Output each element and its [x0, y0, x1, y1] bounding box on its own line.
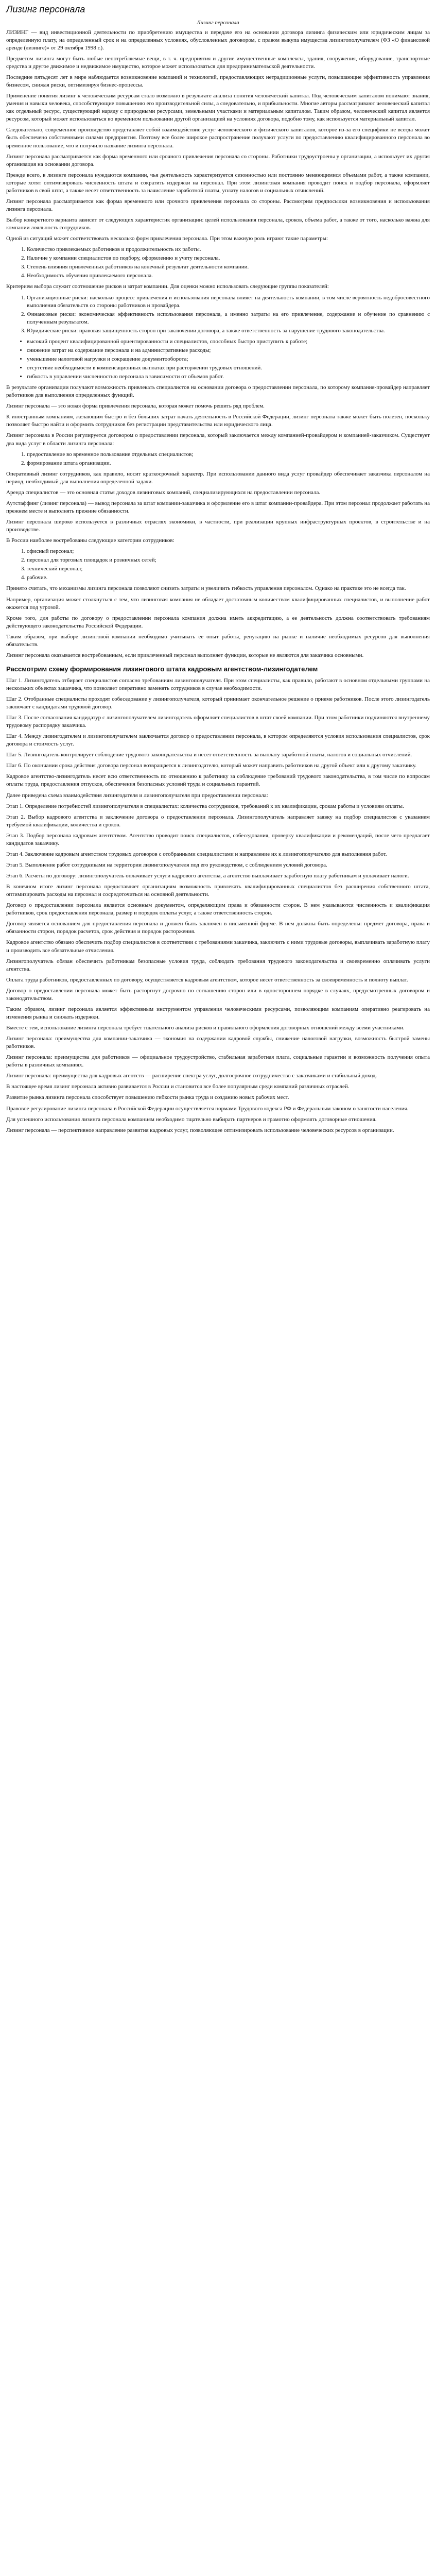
bullet-item: • уменьшение налоговой нагрузки и сокращение документооборота; [27, 355, 430, 363]
bullet-item: • снижение затрат на содержание персонала и на административные расходы; [27, 347, 430, 354]
paragraph: К иностранным компаниям, желающим быстро и без больших затрат начать деятельность в Российской Федерации, лизинг персонала также может быть полезен, поскольку позволяет быстро найти и оформить сотрудников без регистрации представительства или юридического лица. [6, 414, 430, 428]
paragraph: Лизинг персонала оказывается востребованным, если привлеченный персонал выполняет функции, которые не являются для заказчика основными. [6, 652, 364, 658]
paragraph: Лизинг персонала: преимущества для кадровых агентств — расширение спектра услуг, долгосрочное сотрудничество с заказчиками и стабильный доход. [6, 1073, 377, 1079]
paragraph: Аутстаффинг (лизинг персонала) — вывод персонала за штат компании-заказчика и оформление его в штат компании-провайдера. При этом персонал продолжает работать на прежнем месте и выполнять прежние обязанности. [6, 500, 430, 514]
paragraph: Для успешного использования лизинга персонала компаниям необходимо тщательно выбирать партнеров и грамотно оформлять договорные отношения. [6, 1116, 377, 1123]
paragraph: Принято считать, что механизмы лизинга персонала позволяют снизить затраты и увеличить гибкость управления персоналом. Однако на практике это не всегда так. [6, 585, 406, 592]
bullet-item: • высокий процент квалифицированной ориентированности и специалистов, способных быстро приступить к работе; [27, 338, 430, 346]
paragraph: Оперативный лизинг сотрудников, как правило, носит краткосрочный характер. При использовании данного вида услуг провайдер обеспечивает заказчика персоналом на период, необходимый для выполнения определенной задачи. [6, 470, 430, 485]
paragraph: Вместе с тем, использование лизинга персонала требует тщательного анализа рисков и правильного оформления договорных отношений между всеми участниками. [6, 1025, 405, 1031]
paragraph: Оплата труда работников, предоставленных по договору, осуществляется кадровым агентством, которое несет ответственность за своевременность и полноту выплат. [6, 976, 408, 983]
stages-block [6, 677, 430, 770]
paragraph: Прежде всего, в лизинге персонала нуждаются компании, чья деятельность характеризуется сезонностью или постоянно меняющимися объемами работ, а также компании, которые хотят оптимизировать численность штата и сократить издержки на персонал. При этом лизинговая компания проводит поиск и подбор персонала, оформляет работников в свой штат, а также несет ответственность за начисление заработной платы, уплату налогов и социальных отчислений. [6, 172, 430, 194]
list-item: 2. персонал для торговых площадок и розничных сетей; [27, 556, 430, 564]
paragraph: Лизинг персонала: преимущества для компании-заказчика — экономия на содержании кадровой службы, снижение налоговой нагрузки, возможность быстрой замены работников. [6, 1036, 430, 1050]
paragraph: Лизинг персонала — перспективное направление развития кадровых услуг, позволяющее оптимизировать использование человеческих ресурсов в организации. [6, 1127, 394, 1133]
criteria-intro: Критерием выбора служит соотношение рисков и затрат компании. Для оценки можно использовать следующие группы показателей: [6, 283, 329, 290]
list-item: 3. Степень влияния привлеченных работников на конечный результат деятельности компании. [27, 263, 430, 271]
list-item: 2. формирование штата организации. [27, 460, 430, 467]
page-title: Лизинг персонала [6, 4, 85, 14]
paragraph: Кадровое агентство обязано обеспечить подбор специалистов в соответствии с требованиями заказчика, заключить с ними трудовые договоры, выплачивать заработную плату и производить все обязательные отчисления. [6, 939, 430, 954]
paragraph: Далее приведена схема взаимодействия лизингодателя и лизингополучателя при предоставлении персонала: [6, 792, 268, 799]
list-item: 4. Необходимость обучения привлекаемого персонала. [27, 272, 430, 280]
paragraph: Лизинг персонала — это новая форма привлечения персонала, которая может помочь решить ряд проблем. [6, 403, 265, 410]
paragraph: Этап 4. Заключение кадровым агентством трудовых договоров с отобранными специалистами и направление их к лизингополучателю для выполнения работ. [6, 851, 387, 857]
criteria-bullets [6, 338, 430, 381]
paragraph: Шаг 6. По окончании срока действия договора персонал возвращается к лизингодателю, который может направить работников на другой объект или к другому заказчику. [6, 762, 416, 769]
paragraph: Шаг 3. После согласования кандидатур с лизингополучателем лизингодатель оформляет специалистов в штат своей компании. При этом работники подчиняются внутреннему трудовому распорядку заказчика. [6, 715, 430, 729]
body-block-c [6, 585, 430, 659]
list-item: 2. Финансовые риски: экономическая эффективность использования персонала, а именно затраты на его привлечение, содержание и обучение по сравнению с полученным результатом. [27, 311, 430, 326]
paragraph: Лизингополучатель обязан обеспечить работникам безопасные условия труда, соблюдать требования трудового законодательства и своевременно оплачивать услуги агентства. [6, 958, 430, 972]
paragraph: Лизинг персонала рассматривается как форма временного или срочного привлечения персонала со стороны. Рассмотрим предпосылки возникновения и использования лизинга персонала. [6, 198, 430, 212]
paragraph: Развитие рынка лизинга персонала способствует повышению гибкости рынка труда и созданию новых рабочих мест. [6, 1094, 289, 1101]
paragraph: ЛИЗИНГ — вид инвестиционной деятельности по приобретению имущества и передаче его на основании договора лизинга физическим или юридическим лицам за определенную плату, на определенный срок и на определенных условиях, обусловленных договором, с правом выкупа имущества лизингополучателем (ФЗ «О финансовой аренде (лизинге)» от 29 октября 1998 г.). [6, 29, 430, 51]
paragraph: Например, организация может столкнуться с тем, что лизинговая компания не обладает достаточным количеством квалифицированных специалистов, и выполнение работ окажется под угрозой. [6, 596, 430, 611]
paragraph: Шаг 5. Лизингодатель контролирует соблюдение трудового законодательства и несет ответственность за выплату заработной платы, налогов и социальных отчислений. [6, 752, 412, 758]
paragraph: Лизинг персонала: преимущества для работников — официальное трудоустройство, стабильная заработная плата, социальные гарантии и возможность получения опыта работы в различных компаниях. [6, 1054, 430, 1069]
paragraph: Лизинг персонала в России регулируется договором о предоставлении персонала, который заключается между компанией-провайдером и компанией-заказчиком. Существует два вида услуг в области лизинга персонала: [6, 432, 430, 447]
paragraph: Шаг 4. Между лизингодателем и лизингополучателем заключается договор о предоставлении персонала, в котором определяются условия использования специалистов, срок договора и стоимость услуг. [6, 733, 430, 748]
bullet-item: • отсутствие необходимости в компенсационных выплатах при расторжении трудовых отношений. [27, 364, 430, 372]
paragraph: Договор является основанием для предоставления персонала и должен быть заключен в письменной форме. В нем должны быть определены: предмет договора, права и обязанности сторон, порядок расчетов, срок действия и порядок расторжения. [6, 921, 430, 935]
body-block-d [6, 773, 430, 799]
body-block-b [6, 470, 430, 545]
paragraph: Аренда специалистов — это основная статья доходов лизинговых компаний, специализирующихся на предоставлении персонала. [6, 489, 321, 496]
paragraph: Этап 2. Выбор кадрового агентства и заключение договора о предоставлении персонала. Лизингополучатель направляет заявку на подбор специалистов с указанием требуемой квалификации, количества и сроков. [6, 814, 430, 828]
article-subtitle: Лизинг персонала [197, 19, 239, 26]
paragraph: Применение понятия лизинг к человеческим ресурсам стало возможно в результате анализа понятия человеческий капитал. Под человеческим капиталом понимают знания, умения и навыки человека, способствующие повышению его производительной силы, а следовательно, и прибыльности. Многие авторы рассматривают человеческий капитал как отдельный ресурс, существующий наряду с природными ресурсами, земельными участками и материальным капиталом. Таким образом, человеческий капитал является ресурсом, который может использоваться во временном пользовании другой организацией на условиях договора, подобно тому, как используется материальный капитал. [6, 93, 430, 123]
criteria-list [6, 294, 430, 335]
list-item: 3. технический персонал; [27, 565, 430, 573]
list-item: 1. Количество привлекаемых работников и продолжительность их работы. [27, 246, 430, 253]
lease-types-list [6, 451, 430, 467]
paragraph: Выбор конкретного варианта зависит от следующих характеристик организации: целей использования персонала, сроков, объема работ, а также от того, насколько важна для компании лояльность сотрудников. [6, 217, 430, 231]
paragraph: Договор о предоставлении персонала может быть расторгнут досрочно по соглашению сторон или в одностороннем порядке в случаях, предусмотренных договором и законодательством. [6, 987, 430, 1002]
paragraph: Таким образом, лизинг персонала является эффективным инструментом управления человеческими ресурсами, позволяющим компаниям оперативно реагировать на изменения рынка и снижать издержки. [6, 1006, 430, 1020]
paragraph: Кадровое агентство-лизингодатель несет всю ответственность по отношению к работнику за соблюдение требований трудового законодательства, в том числе по вопросам оплаты труда, предоставления отпусков, обеспечения безопасных условий труда и социальных гарантий. [6, 773, 430, 788]
paragraph: Последние пятьдесят лет в мире наблюдается возникновение компаний и технологий, предоставляющих нетрадиционные услуги, повышающие эффективность управления бизнесом, снижая риски, оптимизируя бизнес-процессы. [6, 74, 430, 89]
list-item: 3. Юридические риски: правовая защищенность сторон при заключении договора, а также ответственность за нарушение трудового законодательства. [27, 327, 430, 335]
section-heading: Рассмотрим схему формирования лизингового штата кадровым агентством-лизингодателем [6, 665, 318, 673]
bullet-item: • гибкость в управлении численностью персонала в зависимости от объемов работ. [27, 373, 430, 381]
paragraph: В России наиболее востребованы следующие категории сотрудников: [6, 537, 175, 544]
list-item: 1. Организационные риски: насколько процесс привлечения и использования персонала влияет на деятельность компании, в том числе вероятность недобросовестного выполнения обязательств со стороны работников и провайдера. [27, 294, 430, 310]
paragraph: Этап 3. Подбор персонала кадровым агентством. Агентство проводит поиск специалистов, собеседования, проверку квалификации и рекомендаций, после чего предлагает кандидатов заказчику. [6, 832, 430, 846]
paragraph: В конечном итоге лизинг персонала предоставляет организациям возможность привлекать квалифицированных специалистов без расширения собственного штата, оптимизировать расходы на персонал и сосредоточиться на основной деятельности. [6, 884, 430, 898]
paragraph: Правовое регулирование лизинга персонала в Российской Федерации осуществляется нормами Трудового кодекса РФ и Федеральным законом о занятости населения. [6, 1105, 409, 1112]
closing-block [6, 1035, 430, 1134]
list-item: 2. Наличие у компании специалистов по подбору, оформлению и учету персонала. [27, 255, 430, 262]
intro-block [6, 29, 430, 232]
paragraph: Шаг 2. Отобранные специалисты проходят собеседование у лизингополучателя, который принимает окончательное решение о приеме работников. После этого лизингодатель заключает с кандидатами трудовой договор. [6, 696, 430, 710]
list-item: 4. рабочие. [27, 574, 430, 582]
paragraph: Предметом лизинга могут быть любые непотребляемые вещи, в т. ч. предприятия и другие имущественные комплексы, здания, сооружения, оборудование, транспортные средства и другое движимое и недвижимое имущество, которое может использоваться для предпринимательской деятельности. [6, 55, 430, 70]
parameters-intro: Одной из ситуаций может соответствовать несколько форм привлечения персонала. При этом важную роль играют такие параметры: [6, 235, 328, 242]
article [0, 0, 436, 1145]
scheme-block [6, 803, 430, 880]
paragraph: Лизинг персонала широко используется в различных отраслях экономики, в частности, при реализации крупных инфраструктурных проектов, в строительстве и на производстве. [6, 519, 430, 533]
paragraph: Лизинг персонала рассматривается как форма временного или срочного привлечения персонала со стороны. Работники трудоустроены у организации, а использует их другая организация на основании договора. [6, 153, 430, 167]
paragraph: Этап 1. Определение потребностей лизингополучателя в специалистах: количества сотрудников, требований к их квалификации, срокам работы и условиям оплаты. [6, 803, 404, 809]
paragraph: Шаг 1. Лизингодатель отбирает специалистов согласно требованиям лизингополучателя. При этом специалисты, как правило, работают в основном отдельными группами на нескольких объектах заказчика, что позволяет оперативно заменять сотрудников в случае необходимости. [6, 677, 430, 691]
categories-list [6, 548, 430, 582]
paragraph: Кроме того, для работы по договору о предоставлении персонала компания должна иметь аккредитацию, а ее деятельность должна соответствовать требованиям действующего законодательства Российской Федерации. [6, 615, 430, 629]
body-block-e [6, 883, 430, 1032]
paragraph: Этап 6. Расчеты по договору: лизингополучатель оплачивает услуги кадрового агентства, а агентство выплачивает заработную плату работникам и уплачивает налоги. [6, 873, 409, 879]
paragraph: Следовательно, современное производство представляет собой взаимодействие услуг человеческого и физического капиталов, которое из-за его специфики не всегда может быть обеспечено собственными силами предприятия. Поэтому все более широкое распространение получают услуги по предоставлению квалифицированного персонала во временное пользование, что и получило название лизинга персонала. [6, 127, 430, 149]
paragraph: В настоящее время лизинг персонала активно развивается в России и становится все более популярным среди компаний различных отраслей. [6, 1083, 350, 1090]
list-item: 1. офисный персонал; [27, 548, 430, 555]
paragraph: В результате организации получают возможность привлекать специалистов на основании договора о предоставлении персонала, по которому компания-провайдер направляет работников для выполнения определенных функций. [6, 384, 430, 399]
list-item: 1. предоставление во временное пользование отдельных специалистов; [27, 451, 430, 459]
paragraph: Договор о предоставлении персонала является основным документом, определяющим права и обязанности сторон. В нем указываются численность и квалификация работников, срок предоставления персонала, размер и порядок оплаты услуг, а также ответственность сторон. [6, 902, 430, 917]
paragraph: Этап 5. Выполнение работ сотрудниками на территории лизингополучателя под его руководством, с соблюдением условий договора. [6, 861, 327, 868]
paragraph: Таким образом, при выборе лизинговой компании необходимо учитывать ее опыт работы, репутацию на рынке и наличие необходимых ресурсов для выполнения обязательств. [6, 633, 430, 648]
parameters-list [6, 246, 430, 280]
body-block-a [6, 384, 430, 447]
